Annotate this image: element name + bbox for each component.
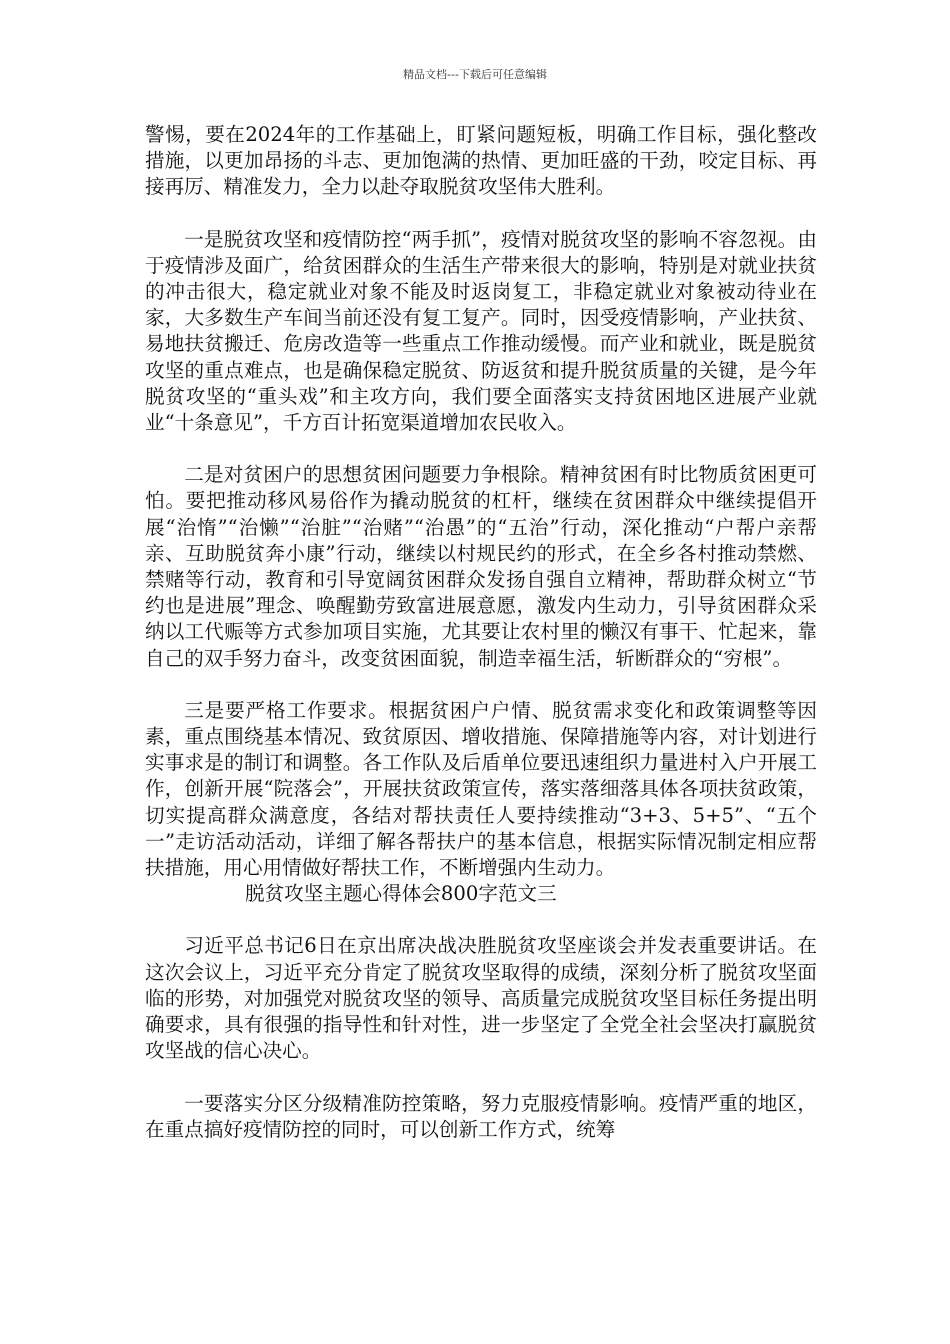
document-body bbox=[145, 122, 817, 1143]
page-header: 精品文档---下载后可任意编辑 bbox=[403, 68, 547, 81]
paragraph-intro: 习近平总书记6日在京出席决战决胜脱贫攻坚座谈会并发表重要讲话。在这次会议上，习近平充分肯定了脱贫攻坚取得的成绩，深刻分析了脱贫攻坚面临的形势，对加强党对脱贫攻坚的领导、高质量完成脱贫攻坚目标任务提出明确要求，具有很强的指导性和针对性，进一步坚定了全党全社会坚决打赢脱贫攻坚战的信心决心。 bbox=[145, 934, 817, 1063]
paragraph-continuation: 警惕，要在2024年的工作基础上，盯紧问题短板，明确工作目标，强化整改措施，以更加昂扬的斗志、更加饱满的热情、更加旺盛的干劲，咬定目标、再接再厉、精准发力，全力以赴夺取脱贫攻坚伟大胜利。 bbox=[145, 123, 817, 199]
paragraph-measure-one: 一要落实分区分级精准防控策略，努力克服疫情影响。疫情严重的地区，在重点搞好疫情防控的同时，可以创新工作方式，统筹 bbox=[145, 1091, 817, 1141]
paragraph-point-two: 二是对贫困户的思想贫困问题要力争根除。精神贫困有时比物质贫困更可怕。要把推动移风易俗作为撬动脱贫的杠杆，继续在贫困群众中继续提倡开展“治惰”“治懒”“治脏”“治赌”“治愚”的“五治”行动，深化推动“户帮户亲帮亲、互助脱贫奔小康”行动，继续以村规民约的形式，在全乡各村推动禁燃、禁赌等行动，教育和引导宽阔贫困群众发扬自强自立精神，帮助群众树立“节约也是进展”理念、唤醒勤劳致富进展意愿，激发内生动力，引导贫困群众采纳以工代赈等方式参加项目实施，尤其要让农村里的懒汉有事干、忙起来，靠自己的双手努力奋斗，改变贫困面貌，制造幸福生活，斩断群众的“穷根”。 bbox=[145, 463, 817, 670]
section-heading: 脱贫攻坚主题心得体会800字范文三 bbox=[245, 882, 557, 906]
paragraph-point-one: 一是脱贫攻坚和疫情防控“两手抓”，疫情对脱贫攻坚的影响不容忽视。由于疫情涉及面广，给贫困群众的生活生产带来很大的影响，特别是对就业扶贫的冲击很大，稳定就业对象不能及时返岗复工，非稳定就业对象被动待业在家，大多数生产车间当前还没有复工复产。同时，因受疫情影响，产业扶贫、易地扶贫搬迁、危房改造等一些重点工作推动缓慢。而产业和就业，既是脱贫攻坚的重点难点，也是确保稳定脱贫、防返贫和提升脱贫质量的关键，是今年脱贫攻坚的“重头戏”和主攻方向，我们要全面落实支持贫困地区进展产业就业“十条意见”，千方百计拓宽渠道增加农民收入。 bbox=[145, 227, 817, 435]
paragraph-point-three: 三是要严格工作要求。根据贫困户户情、脱贫需求变化和政策调整等因素，重点围绕基本情况、致贫原因、增收措施、保障措施等内容，对计划进行实事求是的制订和调整。各工作队及后盾单位要迅速组织力量进村入户开展工作，创新开展“院落会”，开展扶贫政策宣传，落实落细落具体各项扶贫政策，切实提高群众满意度，各结对帮扶责任人要持续推动“3+3、5+5”、“五个一”走访活动活动，详细了解各帮扶户的基本信息，根据实际情况制定相应帮扶措施，用心用情做好帮扶工作，不断增强内生动力。 bbox=[145, 698, 817, 880]
